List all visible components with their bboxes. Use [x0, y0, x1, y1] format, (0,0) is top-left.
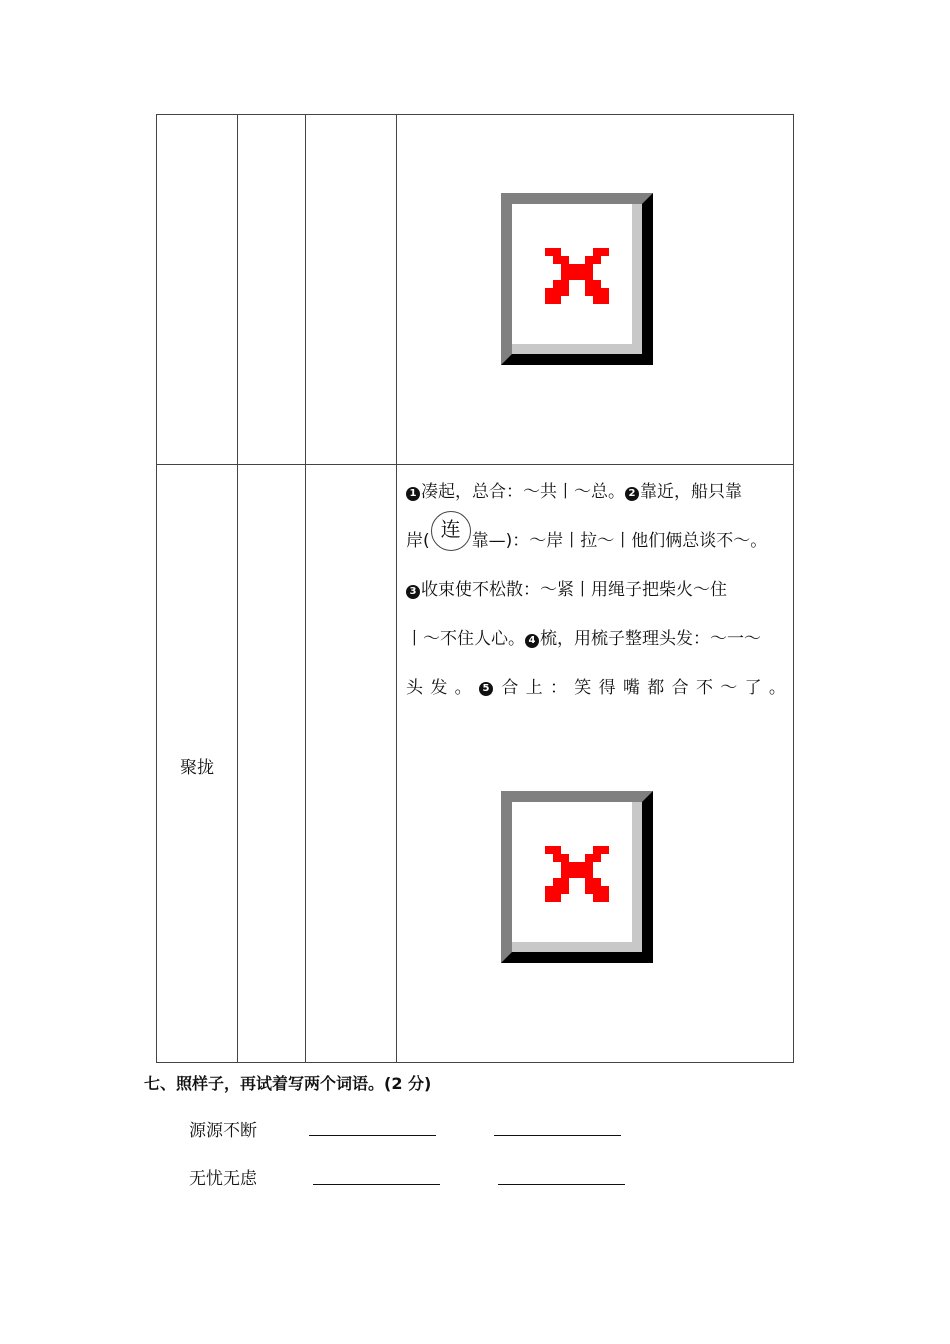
- sense-number: 1: [406, 487, 420, 501]
- vocabulary-word: 聚拢: [180, 758, 214, 778]
- example-word: 无忧无虑: [189, 1169, 257, 1189]
- definition-line: [406, 566, 786, 615]
- definition-text: 靠—)：～岸丨拉～丨他们俩总谈不～。: [471, 531, 768, 551]
- answer-blank[interactable]: [313, 1184, 440, 1185]
- definition-char: 得: [598, 678, 616, 698]
- table-left-border: [156, 114, 157, 1063]
- definition-char: ～: [720, 678, 738, 698]
- circled-character: 连: [431, 511, 471, 551]
- definition-text: 靠近，船只靠: [640, 482, 742, 502]
- answer-blank[interactable]: [309, 1135, 436, 1136]
- definition-char: 不: [695, 678, 713, 698]
- broken-image-placeholder: [501, 193, 653, 365]
- definition-text: 梳，用梳子整理头发：～一～: [540, 629, 761, 649]
- sense-number: 2: [625, 487, 639, 501]
- word-definition: [406, 468, 786, 713]
- sense-number: 4: [525, 634, 539, 648]
- definition-char: 。: [768, 678, 786, 698]
- broken-image-icon: [545, 248, 609, 304]
- definition-char: 合: [501, 678, 519, 698]
- definition-char: 了: [744, 678, 762, 698]
- question-heading: 七、照样子，再试着写两个词语。(2 分): [144, 1074, 432, 1093]
- table-bottom-border: [156, 1062, 794, 1063]
- row-divider: [156, 464, 794, 465]
- definition-char: 嘴: [622, 678, 640, 698]
- definition-char: 都: [647, 678, 665, 698]
- broken-image-placeholder: [501, 791, 653, 963]
- sense-number: 3: [406, 585, 420, 599]
- definition-text: 凑起，总合：～共丨～总。: [421, 482, 625, 502]
- answer-blank[interactable]: [494, 1135, 621, 1136]
- definition-text: 岸(: [406, 531, 430, 551]
- broken-image-icon: [545, 846, 609, 902]
- table-top-border: [156, 114, 794, 115]
- definition-line: [406, 615, 786, 664]
- column-divider: [237, 114, 238, 1063]
- definition-text: 丨～不住人心。: [406, 629, 525, 649]
- definition-char: 合: [671, 678, 689, 698]
- definition-char: ：: [549, 678, 567, 698]
- answer-blank[interactable]: [498, 1184, 625, 1185]
- definition-line: [406, 664, 786, 713]
- definition-char: 头: [406, 678, 423, 698]
- definition-line: [406, 468, 786, 517]
- definition-char: 发: [430, 678, 448, 698]
- column-divider: [305, 114, 306, 1063]
- definition-line: [406, 517, 786, 566]
- definition-char: 笑: [574, 678, 592, 698]
- sense-number: 5: [479, 682, 493, 696]
- definition-text: 收束使不松散：～紧丨用绳子把柴火～住: [421, 580, 727, 600]
- definition-char: 。: [454, 678, 472, 698]
- example-word: 源源不断: [189, 1121, 257, 1141]
- column-divider: [396, 114, 397, 1063]
- table-right-border: [793, 114, 794, 1063]
- definition-char: 上: [525, 678, 543, 698]
